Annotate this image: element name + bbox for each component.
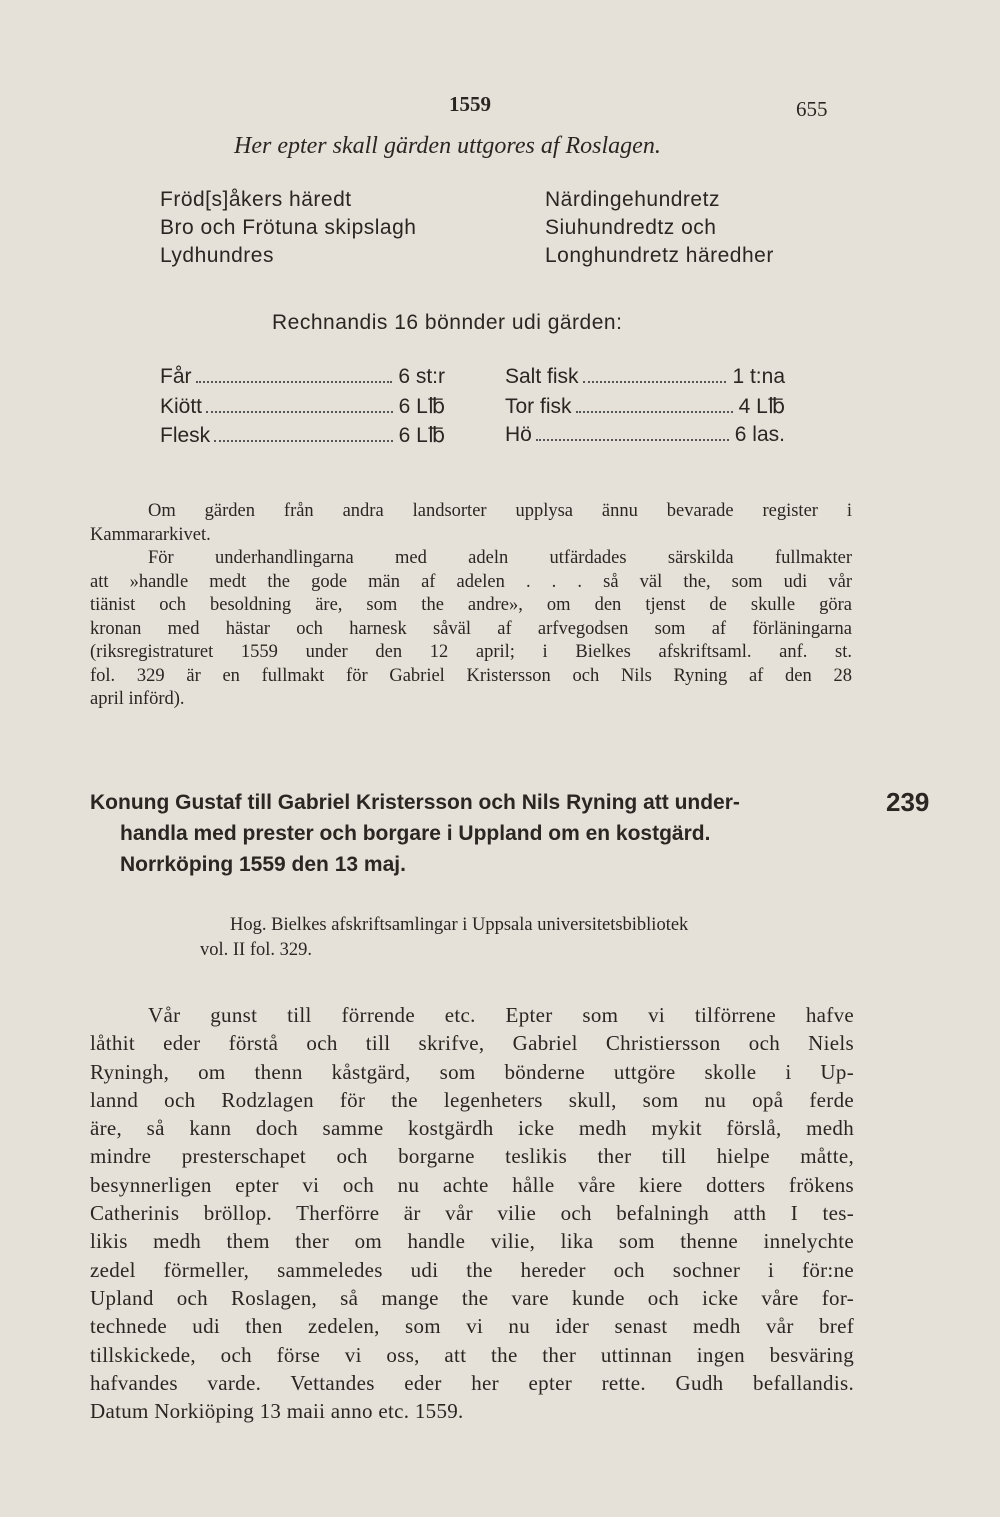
letter-line: likis medh them ther om handle vilie, lika som thenne innelychte: [90, 1229, 854, 1254]
note-line: kronan med hästar och harnesk såväl af arfvegodsen som af förläningarna: [90, 618, 852, 639]
item-name: Salt fisk: [505, 365, 579, 388]
editorial-note: [90, 500, 852, 712]
heading-line: Norrköping 1559 den 13 maj.: [120, 853, 406, 876]
place-left-2: Bro och Frötuna skipslagh: [160, 216, 417, 239]
item-value: 6 L℔: [398, 395, 445, 418]
document-number: 239: [886, 787, 930, 817]
place-right-3: Longhundretz häredher: [545, 244, 774, 267]
letter-line: Ryningh, om thenn kåstgärd, som bönderne uttgöre skolle i Up-: [90, 1059, 854, 1084]
item-value: 6 st:r: [398, 365, 445, 388]
letter-line: technede udi then zedelen, som vi nu ider senast medh vår bref: [90, 1314, 854, 1339]
heading-line: handla med prester och borgare i Uppland om en kostgärd.: [120, 822, 711, 845]
leader-dots: [196, 381, 393, 383]
item-name: Tor fisk: [505, 395, 572, 418]
letter-line: äre, så kann doch samme kostgärdh icke medh mykit förslå, medh: [90, 1116, 854, 1141]
note-line: att »handle medt the gode män af adelen . . . så väl the, som udi vår: [90, 571, 852, 592]
item-left-1: [160, 365, 445, 389]
note-line: fol. 329 är en fullmakt för Gabriel Kristersson och Nils Ryning af den 28: [90, 665, 852, 686]
item-value: 4 L℔: [738, 395, 785, 418]
place-left-1: Fröd[s]åkers häredt: [160, 188, 352, 211]
leader-dots: [214, 440, 392, 442]
source-reference: [200, 913, 688, 963]
item-left-2: [160, 394, 445, 419]
leader-dots: [576, 411, 733, 413]
item-name: Får: [160, 365, 192, 388]
letter-line: lannd och Rodzlagen för the legenheters skull, som nu opå ferde: [90, 1087, 854, 1112]
note-line: Kammararkivet.: [90, 524, 211, 545]
letter-line: Catherinis bröllop. Therförre är vår vilie och befalningh atth I tes-: [90, 1201, 854, 1226]
note-line: (riksregistraturet 1559 under den 12 april; i Bielkes afskriftsaml. anf. st.: [90, 642, 852, 662]
letter-line: Datum Norkiöping 13 maii anno etc. 1559.: [90, 1399, 464, 1424]
document-heading: [90, 787, 740, 880]
item-right-3: [505, 423, 785, 447]
letter-line: låthit eder förstå och till skrifve, Gabriel Christiersson och Niels: [90, 1031, 854, 1056]
note-line: tiänist och besoldning äre, som the andre», om den tjenst de skulle göra: [90, 595, 852, 615]
rechnandis-line: Rechnandis 16 bönnder udi gärden:: [272, 311, 623, 334]
section-title: Her epter skall gärden uttgores af Roslagen.: [234, 133, 661, 159]
letter-line: zedel förmeller, sammeledes udi the hereder och sochner i för:ne: [90, 1257, 854, 1282]
item-right-2: [505, 394, 785, 419]
note-line: För underhandlingarna med adeln utfärdades särskilda fullmakter: [148, 548, 852, 568]
note-line: Om gärden från andra landsorter upplysa ännu bevarade register i: [148, 501, 852, 521]
place-right-1: Närdingehundretz: [545, 188, 720, 211]
item-right-1: [505, 365, 785, 389]
leader-dots: [536, 439, 729, 441]
page-number: 655: [796, 97, 828, 121]
leader-dots: [583, 381, 727, 383]
item-name: Hö: [505, 423, 532, 446]
place-right-2: Siuhundredtz och: [545, 216, 717, 239]
letter-body: [90, 1001, 854, 1425]
letter-line: besynnerligen epter vi och nu achte hålle våre kiere dotters frökens: [90, 1172, 854, 1197]
source-line: vol. II fol. 329.: [200, 940, 313, 960]
letter-line: hafvandes varde. Vettandes eder her epter rette. Gudh befallandis.: [90, 1370, 854, 1395]
letter-line: tillskickede, och förse vi oss, att the ther uttinnan ingen besväring: [90, 1342, 854, 1367]
item-name: Kiött: [160, 395, 203, 418]
heading-line: Konung Gustaf till Gabriel Kristersson och Nils Ryning att under-: [90, 791, 740, 814]
item-value: 6 las.: [734, 423, 785, 446]
item-left-3: [160, 423, 445, 448]
place-left-3: Lydhundres: [160, 244, 274, 267]
leader-dots: [206, 411, 393, 413]
item-value: 1 t:na: [732, 365, 785, 388]
item-name: Flesk: [160, 424, 211, 447]
item-value: 6 L℔: [398, 424, 445, 447]
page-year: 1559: [449, 92, 491, 116]
letter-line: Upland och Roslagen, så mange the vare kunde och icke våre for-: [90, 1285, 854, 1310]
letter-line: mindre presterschapet och borgarne teslikis ther till hielpe måtte,: [90, 1144, 854, 1169]
note-line: april införd).: [90, 689, 185, 709]
letter-line: Vår gunst till förrende etc. Epter som vi tilförrene hafve: [148, 1003, 854, 1027]
source-line: Hog. Bielkes afskriftsamlingar i Uppsala universitetsbibliotek: [230, 915, 689, 935]
